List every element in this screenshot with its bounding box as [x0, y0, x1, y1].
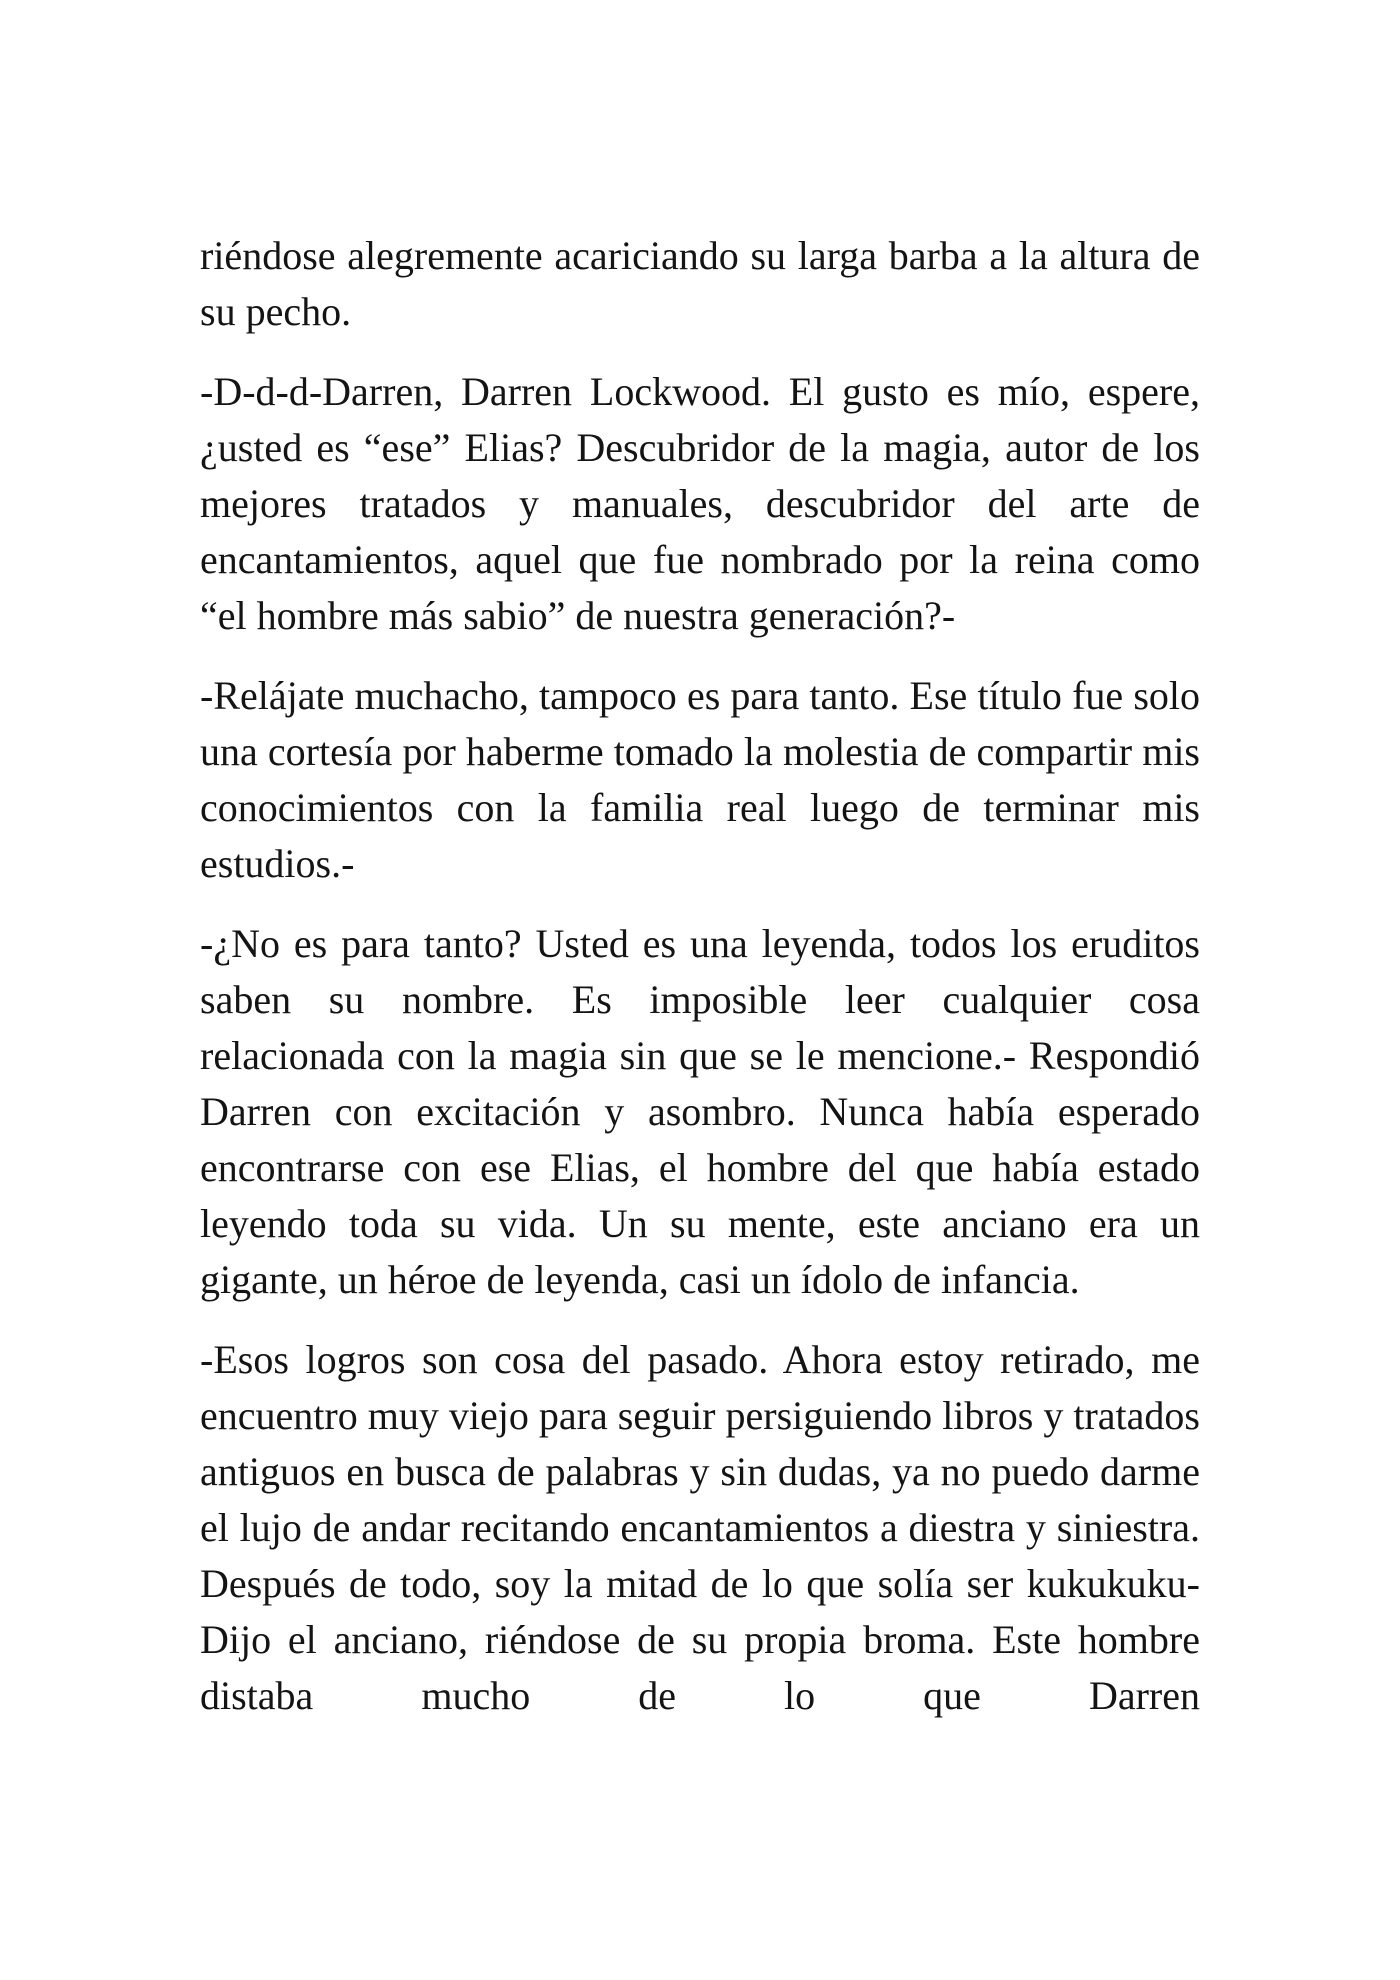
paragraph-1: riéndose alegremente acariciando su larga barba a la altura de su pecho. — [200, 233, 1200, 334]
page-body-text — [200, 228, 1200, 1724]
paragraph-3: -Relájate muchacho, tampoco es para tanto. Ese título fue solo una cortesía por haberme tomado la molestia de compartir mis conocimientos con la familia real luego de terminar mis estudios.- — [200, 673, 1200, 886]
paragraph-4: -¿No es para tanto? Usted es una leyenda, todos los eruditos saben su nombre. Es imposible leer cualquier cosa relacionada con la magia sin que se le mencione.- Respondió Darren con excitación y asombro. Nunca había esperado encontrarse con ese Elias, el hombre del que había estado leyendo toda su vida. Un su mente, este anciano era un gigante, un héroe de leyenda, casi un ídolo de infancia. — [200, 921, 1200, 1302]
paragraph-2: -D-d-d-Darren, Darren Lockwood. El gusto es mío, espere, ¿usted es “ese” Elias? Descubridor de la magia, autor de los mejores tratados y manuales, descubridor del arte de encantamientos, aquel que fue nombrado por la reina como “el hombre más sabio” de nuestra generación?- — [200, 369, 1200, 638]
paragraph-5: -Esos logros son cosa del pasado. Ahora estoy retirado, me encuentro muy viejo para seguir persiguiendo libros y tratados antiguos en busca de palabras y sin dudas, ya no puedo darme el lujo de andar recitando encantamientos a diestra y siniestra. Después de todo, soy la mitad de lo que solía ser kukukuku- Dijo el anciano, riéndose de su propia broma. Este hombre distaba mucho de lo que Darren — [200, 1337, 1200, 1718]
